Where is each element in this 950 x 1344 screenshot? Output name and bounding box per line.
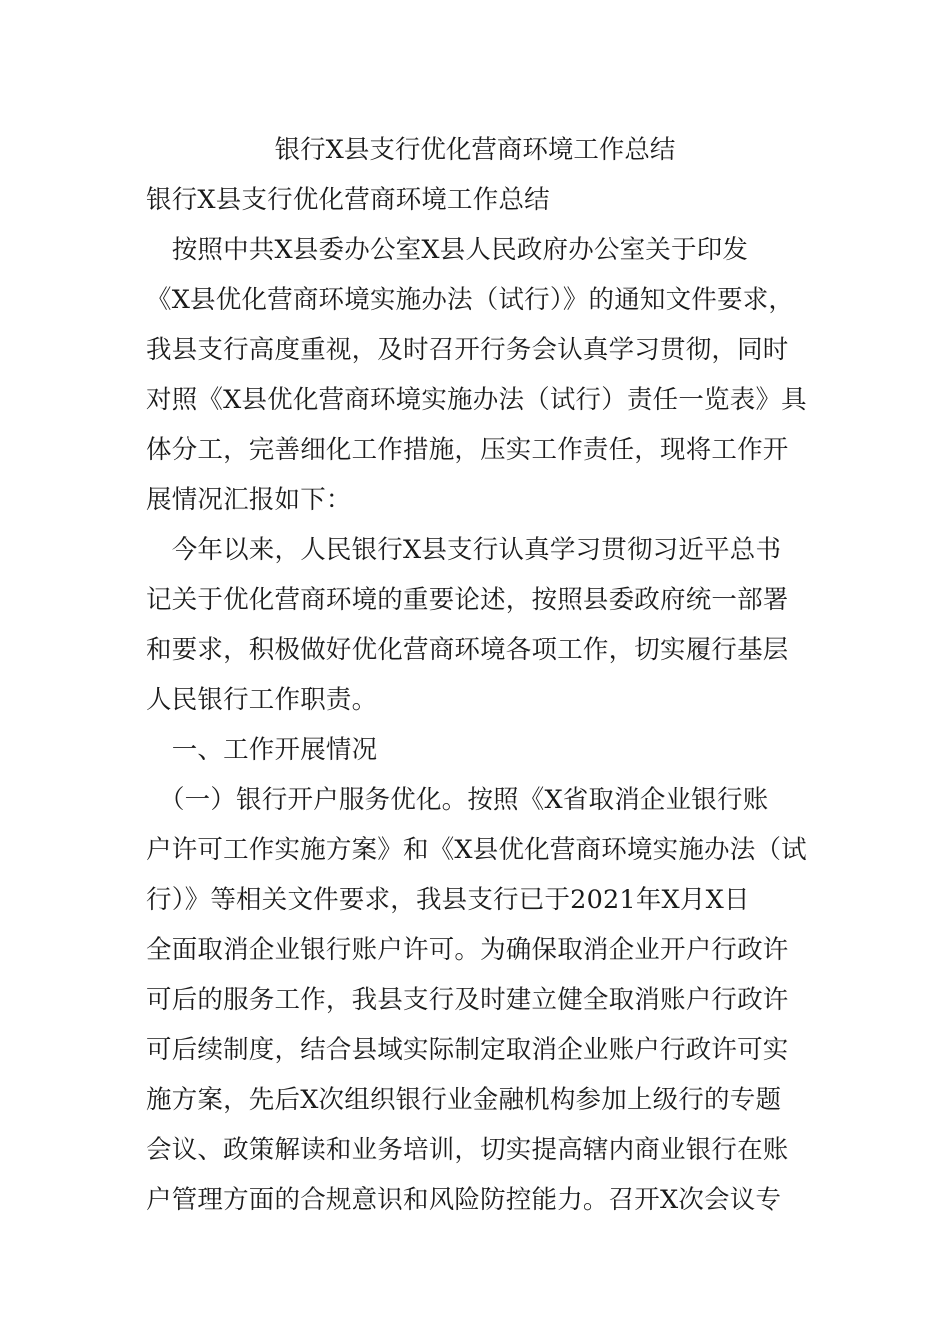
paragraph-line: 和要求，积极做好优化营商环境各项工作，切实履行基层 — [146, 635, 789, 665]
section-heading: 一、工作开展情况 — [146, 735, 378, 765]
paragraph-line: 我县支行高度重视，及时召开行务会认真学习贯彻，同时 — [146, 335, 789, 365]
paragraph-line: 行）》等相关文件要求，我县支行已于2021年X月X日 — [146, 885, 750, 915]
paragraph-line: 体分工，完善细化工作措施，压实工作责任，现将工作开 — [146, 435, 789, 465]
paragraph-line: （一）银行开户服务优化。按照《X省取消企业银行账 — [146, 785, 769, 815]
document-title: 银行X县支行优化营商环境工作总结 — [274, 135, 676, 165]
paragraph-line: 今年以来，人民银行X县支行认真学习贯彻习近平总书 — [146, 535, 782, 565]
paragraph-line: 对照《X县优化营商环境实施办法（试行）责任一览表》具 — [146, 385, 807, 415]
paragraph-line: 可后的服务工作，我县支行及时建立健全取消账户行政许 — [146, 985, 789, 1015]
paragraph-line: 户管理方面的合规意识和风险防控能力。召开X次会议专 — [146, 1185, 782, 1215]
paragraph-line: 银行X县支行优化营商环境工作总结 — [146, 185, 550, 215]
paragraph-line: 人民银行工作职责。 — [146, 685, 378, 715]
paragraph-line: 按照中共X县委办公室X县人民政府办公室关于印发 — [146, 235, 749, 265]
paragraph-line: 展情况汇报如下： — [146, 485, 352, 515]
paragraph-line: 可后续制度，结合县域实际制定取消企业账户行政许可实 — [146, 1035, 789, 1065]
paragraph-line: 记关于优化营商环境的重要论述，按照县委政府统一部署 — [146, 585, 789, 615]
paragraph-line: 全面取消企业银行账户许可。为确保取消企业开户行政许 — [146, 935, 789, 965]
paragraph-line: 《X县优化营商环境实施办法（试行）》的通知文件要求， — [146, 285, 795, 315]
paragraph-line: 户许可工作实施方案》和《X县优化营商环境实施办法（试 — [146, 835, 807, 865]
paragraph-line: 施方案，先后X次组织银行业金融机构参加上级行的专题 — [146, 1085, 782, 1115]
paragraph-line: 会议、政策解读和业务培训，切实提高辖内商业银行在账 — [146, 1135, 789, 1165]
